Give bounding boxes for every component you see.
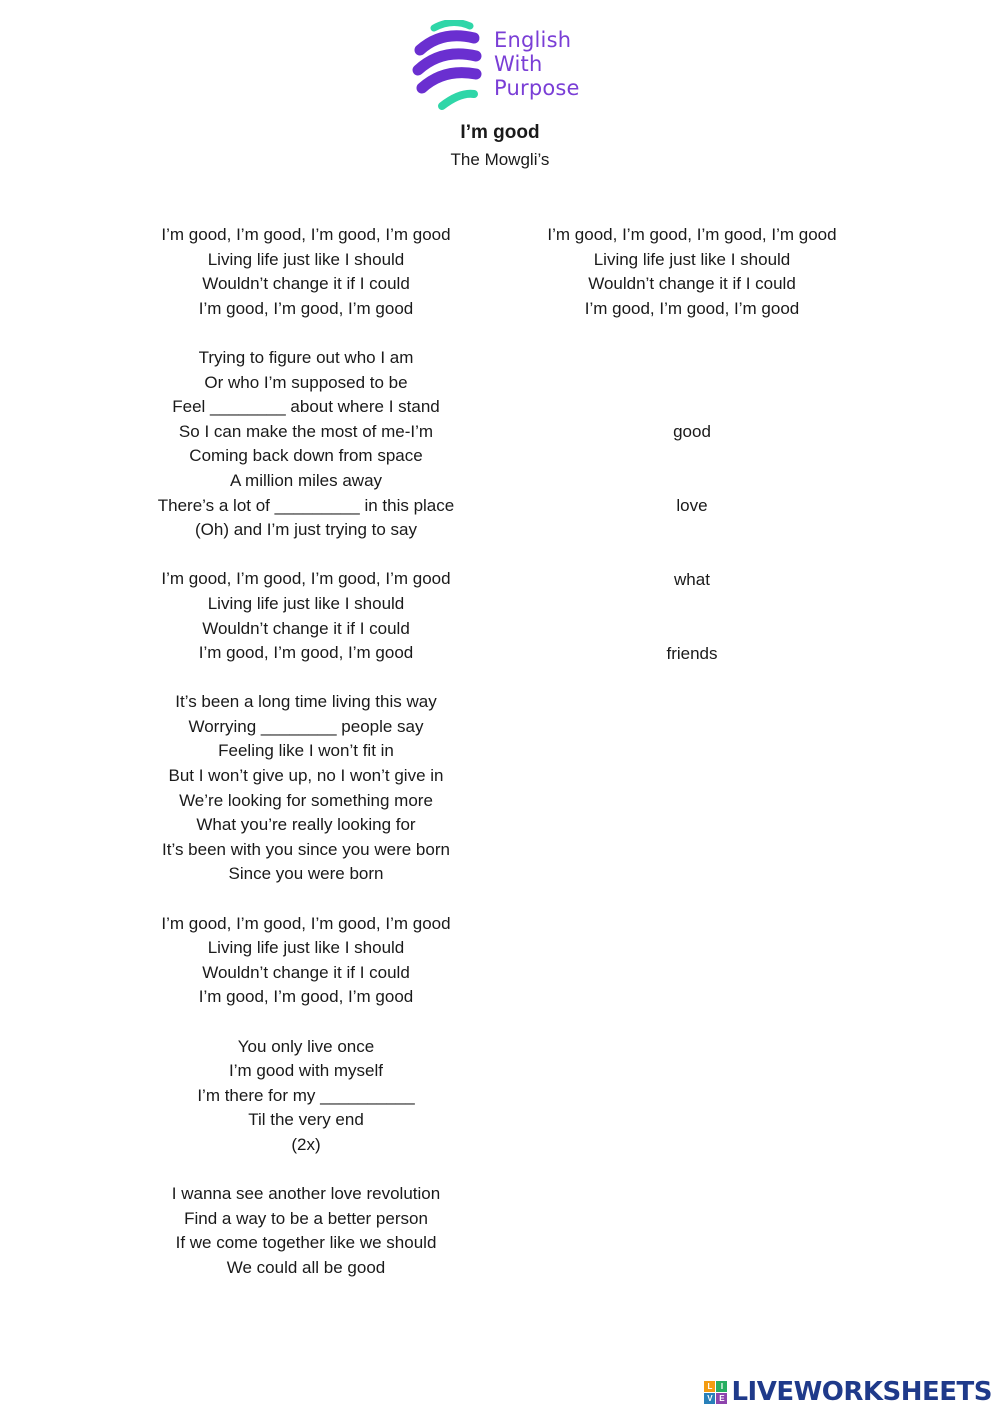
lyric-line: Feeling like I won’t fit in [218,741,394,761]
lyric-line: I’m good, I’m good, I’m good [198,987,414,1007]
lyric-line: Wouldn’t change it if I could [588,274,796,294]
blank-input-1[interactable]: ________ [210,397,286,417]
blank-input-2[interactable]: _________ [274,495,360,515]
logo-line-purpose: Purpose [494,76,580,100]
song-artist: The Mowgli’s [450,150,550,169]
lyric-line: (2x) [291,1134,321,1154]
song-title: I’m good [460,122,540,143]
lyric-line: Trying to figure out who I am [198,347,414,367]
right-chorus-column [492,223,892,321]
lyric-line: Til the very end [248,1110,364,1130]
word-option-friends[interactable]: friends [666,644,718,663]
lyric-text: Worrying [188,716,261,736]
box-letter: V [704,1393,715,1404]
lyric-line: I’m good, I’m good, I’m good [198,298,414,318]
lyric-line: So I can make the most of me-I’m [178,421,434,441]
box-letter: I [716,1381,727,1392]
lyric-line: But I won’t give up, no I won’t give in [168,766,444,786]
lyric-line-with-blank [106,395,506,420]
lyric-line: Coming back down from space [189,446,423,466]
lyric-line: (Oh) and I’m just trying to say [194,520,418,540]
logo-text [494,28,580,100]
verse-1 [106,346,506,543]
lyric-line: I’m good, I’m good, I’m good, I’m good [161,569,451,589]
chorus-block-2 [106,567,506,665]
word-option-love[interactable]: love [676,496,708,515]
lyric-line: I wanna see another love revolution [171,1184,441,1204]
logo-line-with: With [494,52,543,76]
lyric-text: I’m there for my [197,1085,321,1105]
lyric-line: I’m good, I’m good, I’m good, I’m good [547,225,837,244]
verse-2 [106,690,506,887]
lyric-line: I’m good, I’m good, I’m good [584,298,800,318]
lyric-line: I’m good, I’m good, I’m good [198,643,414,663]
lyric-text: There’s a lot of [157,495,275,515]
lyric-line: Living life just like I should [207,938,405,958]
lyric-line-with-blank [106,715,506,740]
lyric-line: Since you were born [228,864,384,884]
word-option-good[interactable]: good [673,422,711,441]
lyric-line: It’s been a long time living this way [175,692,437,712]
word-option-what[interactable]: what [674,570,710,589]
english-with-purpose-logo [412,20,602,115]
lyric-line: It’s been with you since you were born [162,839,450,859]
lyric-line-with-blank [106,494,506,519]
lyric-line: You only live once [237,1036,375,1056]
lyric-line: Living life just like I should [207,593,405,613]
lyric-line: Or who I’m supposed to be [204,372,408,392]
blank-input-4[interactable]: __________ [320,1085,415,1105]
lyric-line: Wouldn’t change it if I could [202,618,410,638]
lyric-text: people say [336,716,424,736]
logo-line-english: English [494,28,572,52]
liveworksheets-brand: LIVEWORKSHEETS [731,1377,992,1407]
lyric-line: Wouldn’t change it if I could [202,962,410,982]
lyric-line: I’m good with myself [229,1061,383,1081]
lyric-line: Living life just like I should [593,249,791,269]
lyric-line: We could all be good [226,1257,386,1277]
lyric-line: I’m good, I’m good, I’m good, I’m good [161,913,451,933]
lyric-text: Feel [172,397,211,417]
lyric-text: about where I stand [285,397,440,417]
box-letter: E [716,1393,727,1404]
lyric-line-with-blank [106,1084,506,1109]
lyric-line: Living life just like I should [207,249,405,269]
blank-input-3[interactable]: ________ [260,716,337,736]
lyric-line: A million miles away [229,470,383,490]
lyrics-column [106,223,506,1281]
lyric-line: Find a way to be a better person [184,1208,428,1228]
outro [106,1182,506,1280]
lyric-line: We’re looking for something more [179,790,433,810]
lyric-line: If we come together like we should [175,1233,437,1253]
lyric-text: in this place [359,495,455,515]
lyric-line: What you’re really looking for [196,815,416,835]
chorus-block-3 [106,912,506,1010]
bridge [106,1035,506,1158]
liveworksheets-logo [704,1377,992,1407]
chorus-block-1 [106,223,506,321]
liveworksheets-box-icon [704,1381,727,1404]
lyric-line: Wouldn’t change it if I could [202,274,410,294]
lyric-line: I’m good, I’m good, I’m good, I’m good [161,225,451,244]
box-letter: L [704,1381,715,1392]
stripes-logo-icon [412,20,492,115]
